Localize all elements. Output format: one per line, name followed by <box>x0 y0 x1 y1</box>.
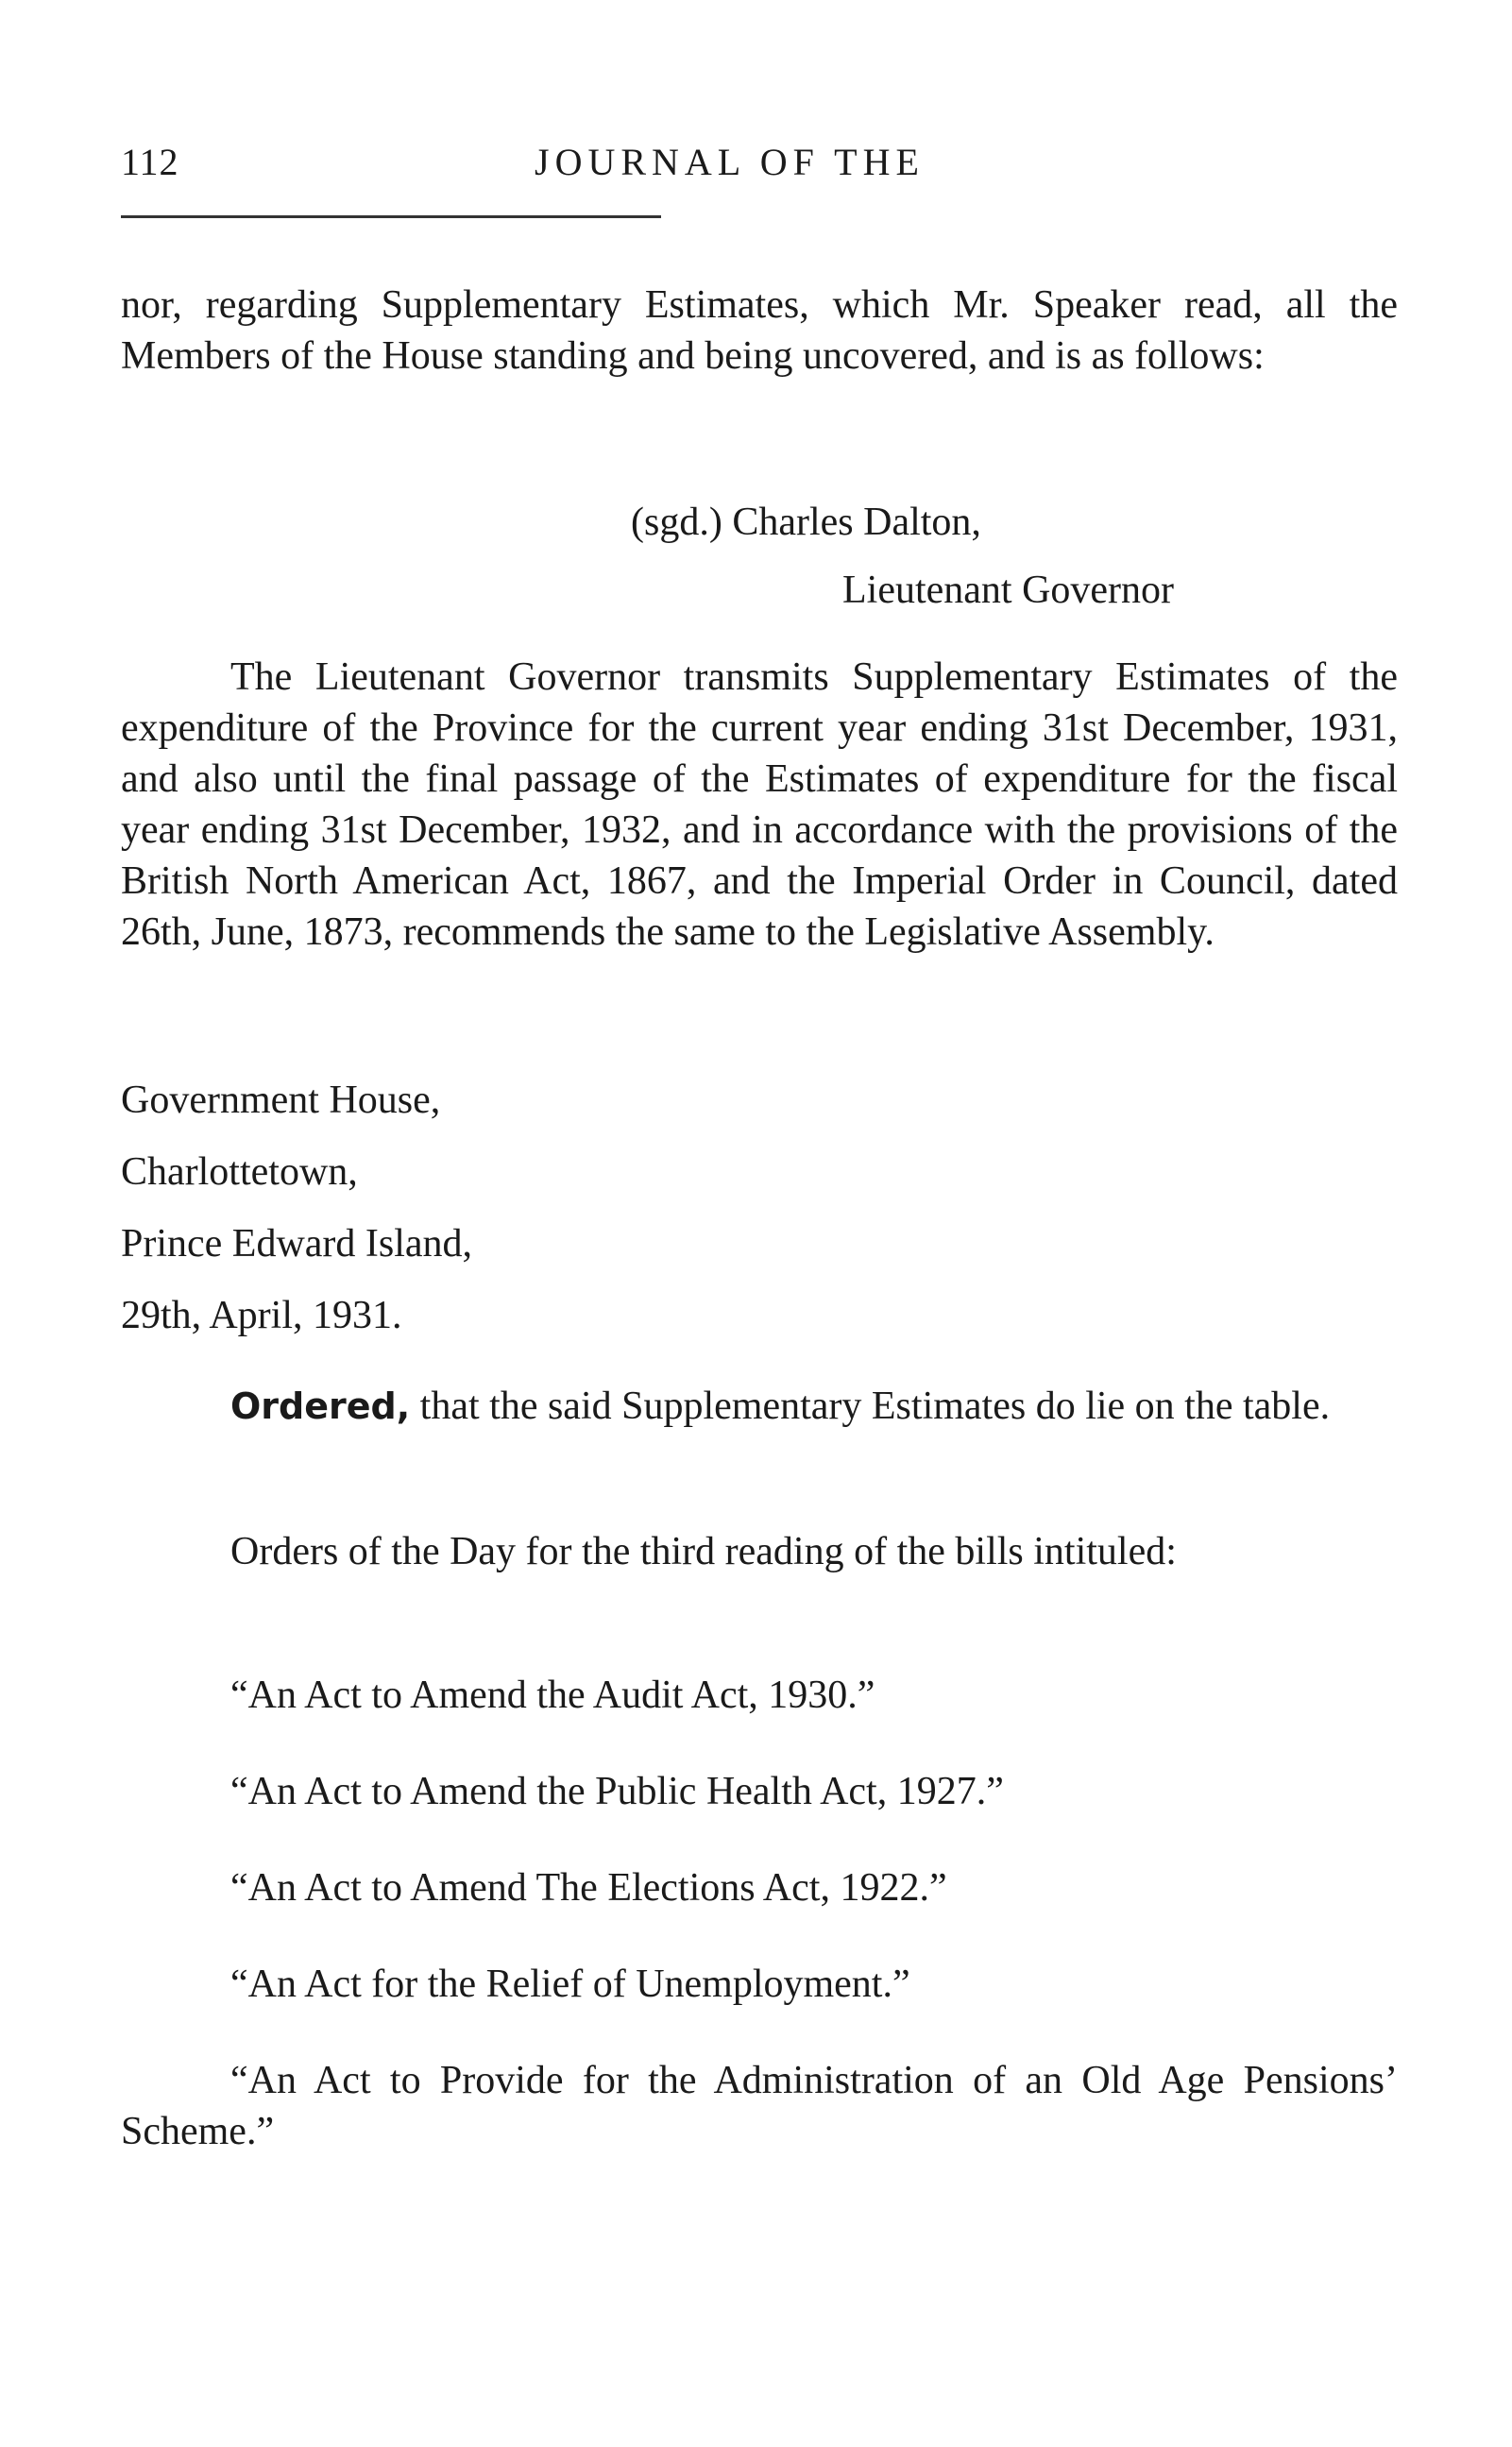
bill-item: “An Act to Amend the Audit Act, 1930.” <box>230 1674 875 1717</box>
ordered-rest: that the said Supplementary Estimates do lie on the table. <box>410 1385 1331 1428</box>
signature-title: Lieutenant Governor <box>842 569 1175 612</box>
bill-item: “An Act for the Relief of Unemployment.” <box>230 1963 910 2006</box>
header-rule <box>121 215 661 218</box>
address-line-1: Government House, <box>121 1079 441 1122</box>
page-number: 112 <box>121 141 179 183</box>
orders-intro: Orders of the Day for the third reading of the bills intituled: <box>230 1530 1177 1573</box>
bill-item: “An Act to Provide for the Administration of an Old Age Pensions’ Scheme.” <box>121 2059 1398 2153</box>
message-paragraph: The Lieutenant Governor transmits Supplementary Estimates of the expenditure of the Province for the current year ending 31st December, 1931, and also until the final passage of the Estimates of expenditure for the fiscal year ending 31st December, 1932, and in accordance with the provisions of the British North American Act, 1867, and the Imperial Order in Council, dated 26th, June, 1873, recommends the same to the Legislative Assembly. <box>121 655 1398 954</box>
address-line-3: Prince Edward Island, <box>121 1222 473 1266</box>
ordered-paragraph <box>121 1381 1398 1432</box>
bill-item: “An Act to Amend The Elections Act, 1922.” <box>230 1866 947 1910</box>
opening-paragraph: nor, regarding Supplementary Estimates, which Mr. Speaker read, all the Members of the House standing and being uncovered, and is as follows: <box>121 283 1398 378</box>
address-line-4: 29th, April, 1931. <box>121 1294 402 1337</box>
page-header <box>121 140 1398 196</box>
running-head: JOURNAL OF THE <box>535 141 925 183</box>
signature-name: (sgd.) Charles Dalton, <box>631 501 981 544</box>
bill-item: “An Act to Amend the Public Health Act, 1927.” <box>230 1770 1004 1813</box>
ordered-lead: Ordered, <box>230 1385 411 1427</box>
address-line-2: Charlottetown, <box>121 1150 358 1194</box>
